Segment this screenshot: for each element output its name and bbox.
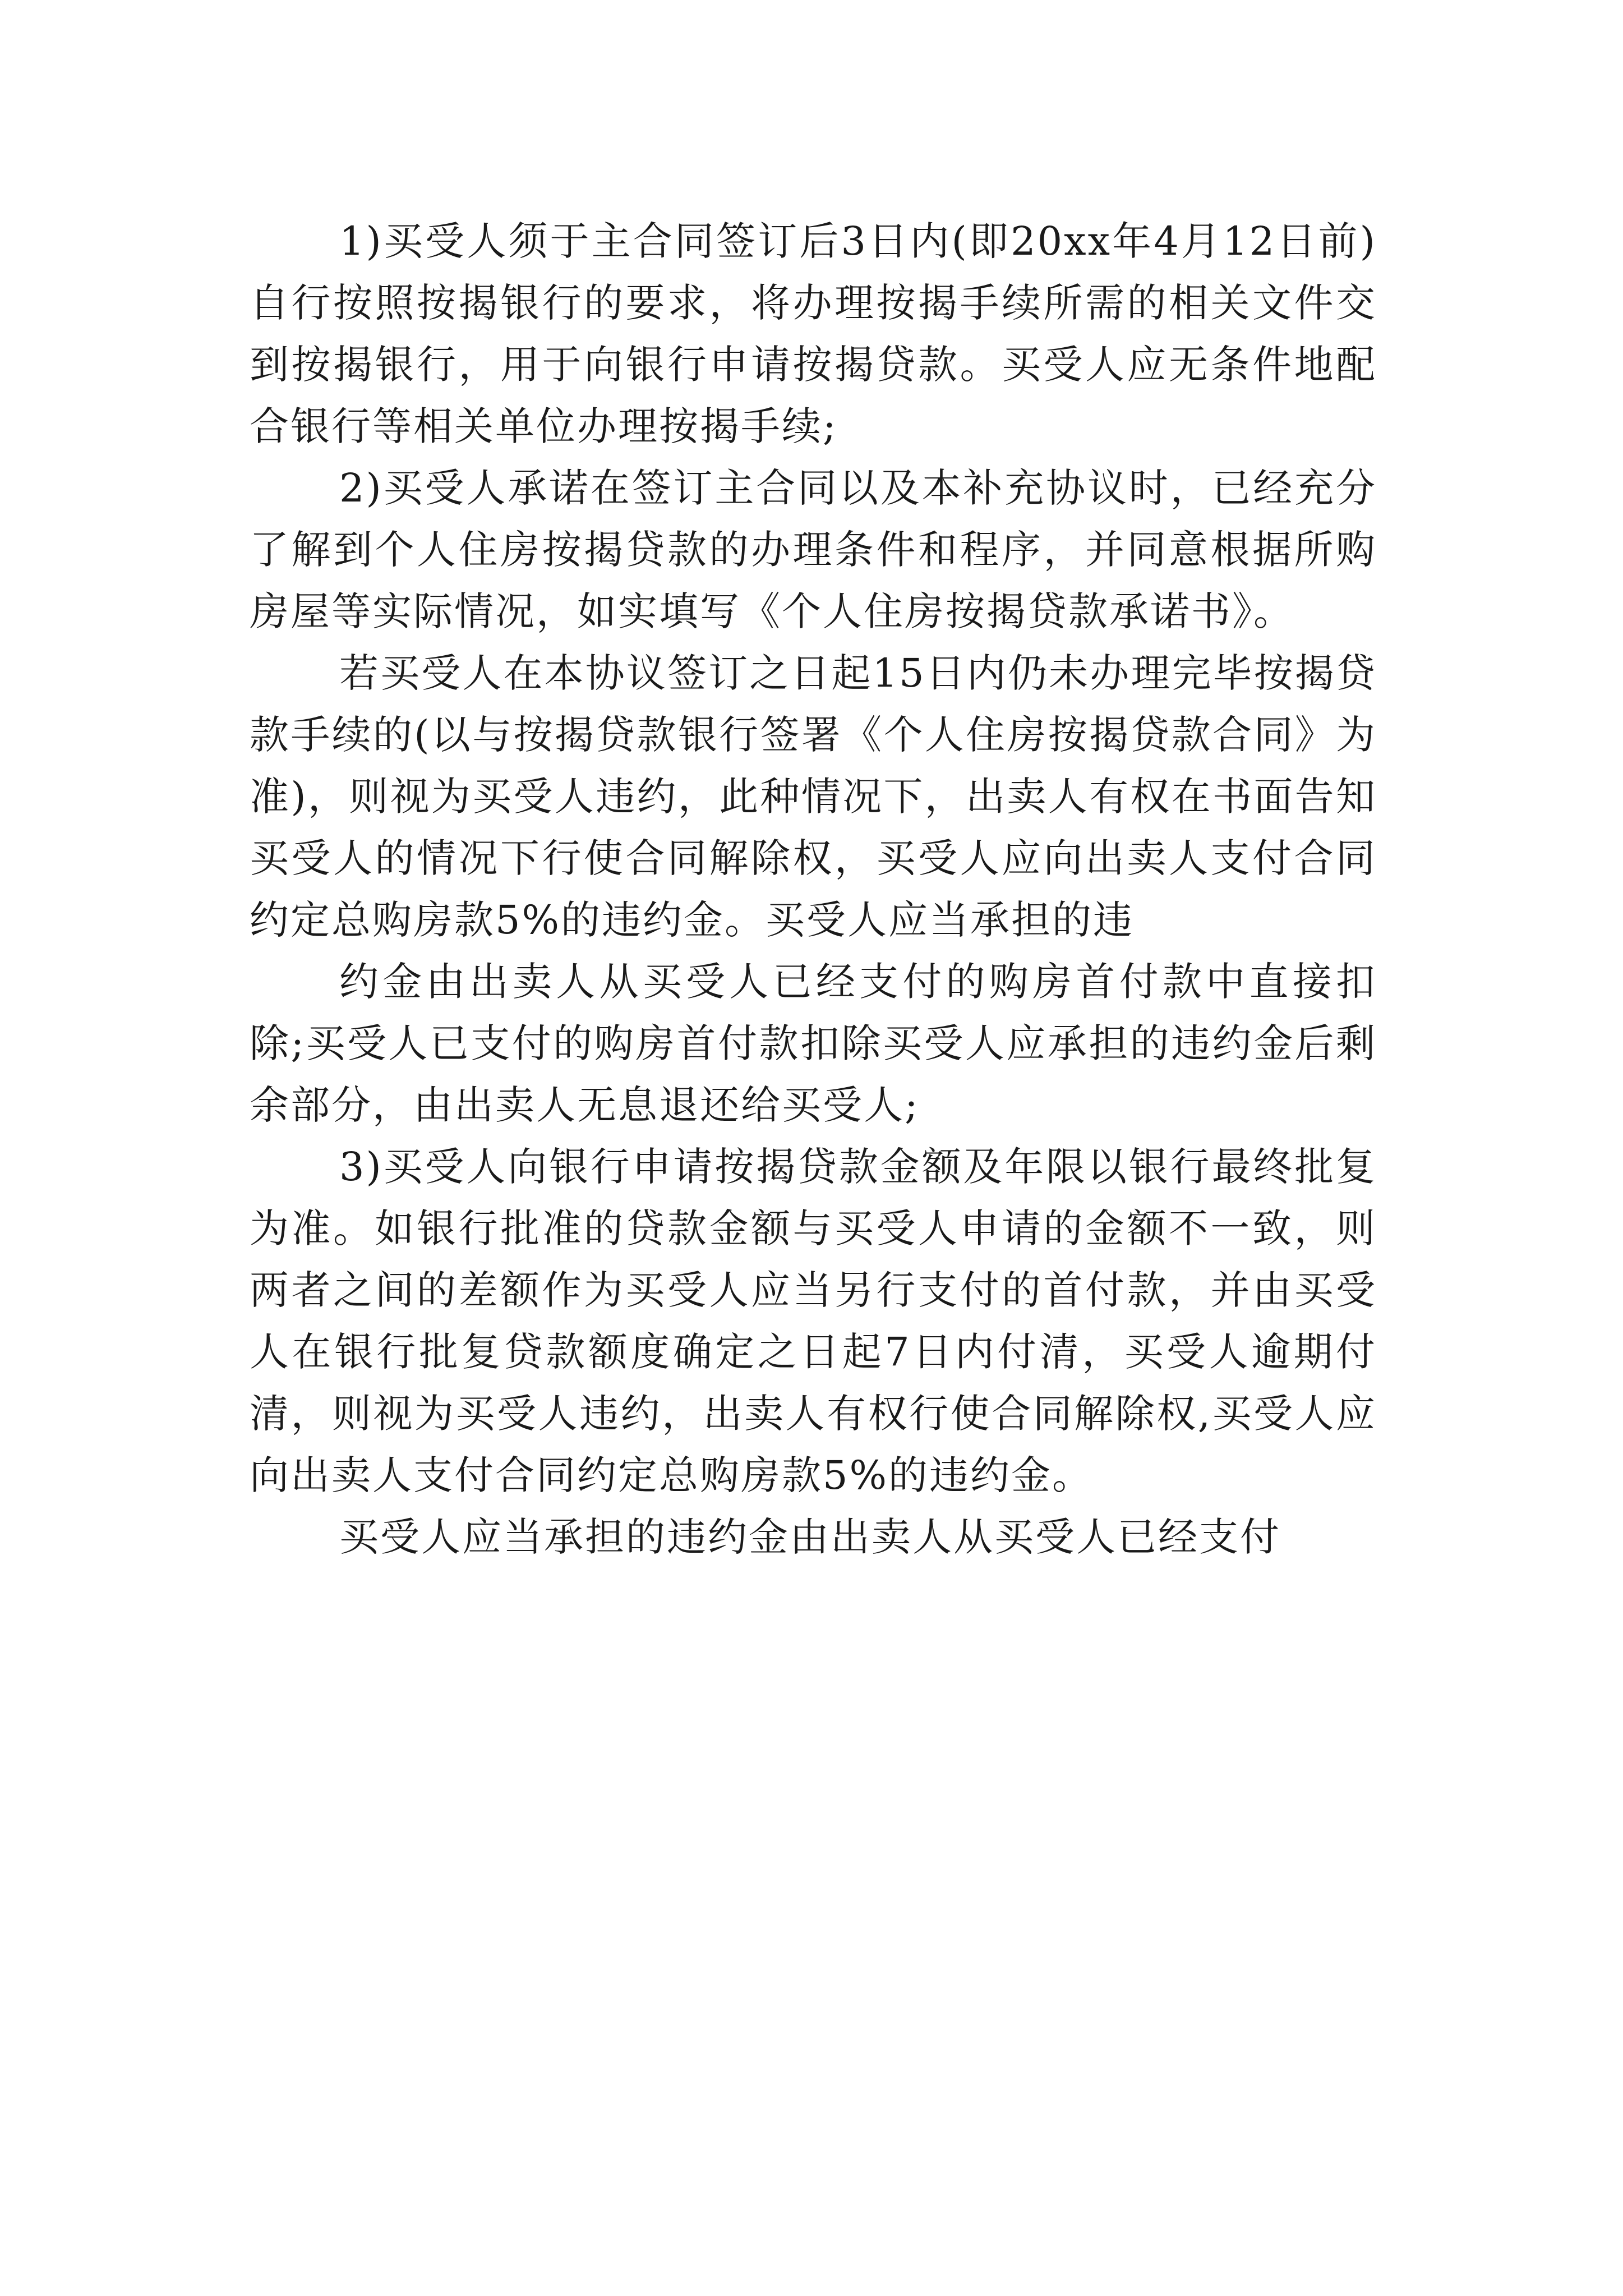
document-body [250, 210, 1377, 1568]
paragraph-buyer-commitment: 2)买受人承诺在签订主合同以及本补充协议时，已经充分了解到个人住房按揭贷款的办理条件和程序，并同意根据所购房屋等实际情况，如实填写《个人住房按揭贷款承诺书》。 [250, 465, 1377, 634]
paragraph-breach-15-days: 若买受人在本协议签订之日起15日内仍未办理完毕按揭贷款手续的(以与按揭贷款银行签署《个人住房按揭贷款合同》为准)，则视为买受人违约，此种情况下，出卖人有权在书面告知买受人的情况下行使合同解除权，买受人应向出卖人支付合同约定总购房款5%的违约金。买受人应当承担的违 [250, 650, 1377, 943]
paragraph-penalty-deduction: 约金由出卖人从买受人已经支付的购房首付款中直接扣除;买受人已支付的购房首付款扣除买受人应承担的违约金后剩余部分，由出卖人无息退还给买受人; [250, 959, 1377, 1128]
paragraph-penalty-continuation: 买受人应当承担的违约金由出卖人从买受人已经支付 [339, 1514, 1281, 1560]
paragraph-loan-amount: 3)买受人向银行申请按揭贷款金额及年限以银行最终批复为准。如银行批准的贷款金额与买受人申请的金额不一致，则两者之间的差额作为买受人应当另行支付的首付款，并由买受人在银行批复贷款额度确定之日起7日内付清，买受人逾期付清，则视为买受人违约，出卖人有权行使合同解除权,买受人应向出卖人支付合同约定总购房款5%的违约金。 [250, 1144, 1377, 1498]
paragraph-mortgage-application: 1)买受人须于主合同签订后3日内(即20xx年4月12日前)自行按照按揭银行的要求，将办理按揭手续所需的相关文件交到按揭银行，用于向银行申请按揭贷款。买受人应无条件地配合银行等相关单位办理按揭手续; [250, 218, 1377, 449]
